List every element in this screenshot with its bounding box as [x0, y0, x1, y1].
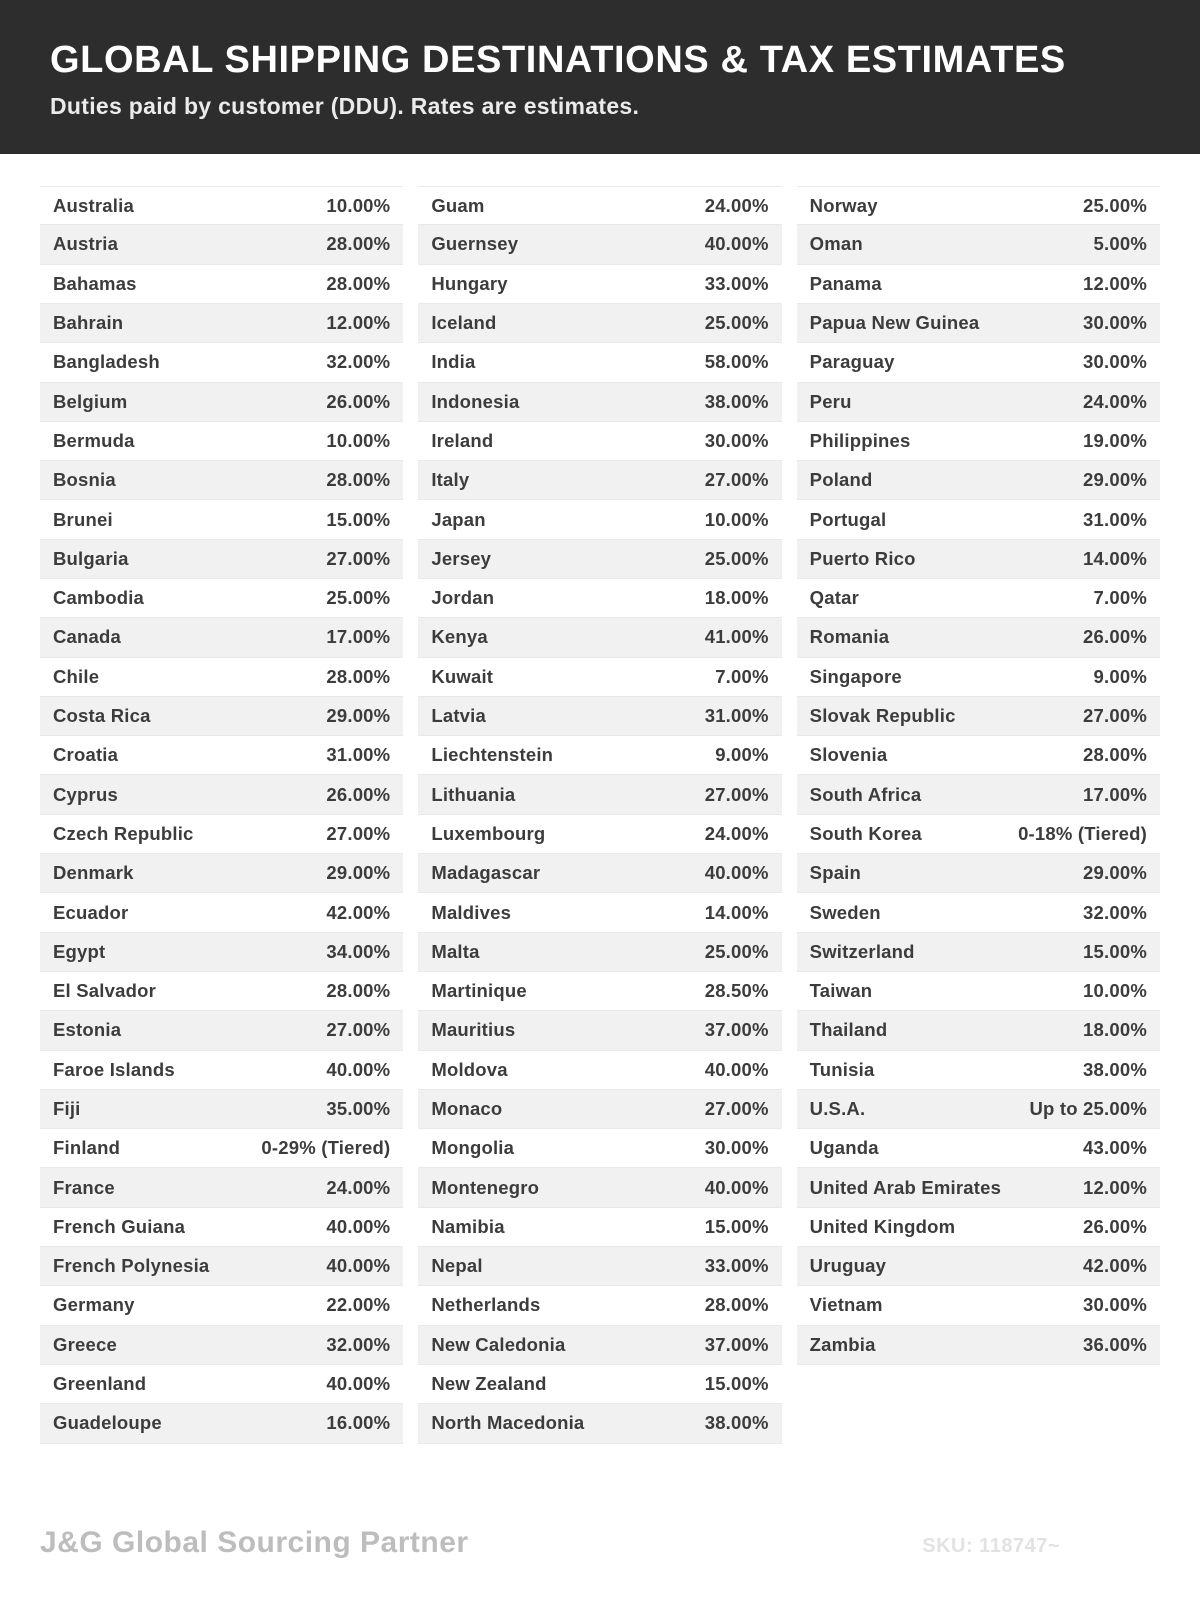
country-name: India	[431, 351, 476, 373]
tax-rate: 10.00%	[704, 508, 769, 530]
rates-table	[0, 154, 1200, 1444]
table-row	[797, 775, 1160, 814]
table-row	[797, 1208, 1160, 1247]
table-row	[797, 461, 1160, 500]
country-name: Bangladesh	[53, 351, 160, 373]
tax-rate: 25.00%	[704, 547, 769, 569]
footer	[40, 1526, 1160, 1560]
table-row	[797, 1011, 1160, 1050]
country-name: Cambodia	[53, 587, 145, 609]
table-row	[797, 1129, 1160, 1168]
table-row	[797, 618, 1160, 657]
tax-rate: 35.00%	[326, 1098, 391, 1119]
table-row	[418, 1247, 781, 1286]
tax-rate: 29.00%	[1083, 862, 1147, 884]
page-subtitle: Duties paid by customer (DDU). Rates are estimates.	[50, 93, 640, 120]
table-row	[40, 933, 403, 972]
table-row	[797, 1051, 1160, 1090]
country-name: Netherlands	[431, 1294, 541, 1316]
country-name: Guadeloupe	[53, 1412, 162, 1434]
country-name: Papua New Guinea	[809, 312, 980, 334]
table-row	[418, 461, 781, 500]
table-row	[418, 500, 781, 539]
table-row	[418, 1326, 781, 1365]
country-name: Taiwan	[809, 980, 873, 1002]
country-name: France	[53, 1176, 115, 1198]
country-name: Croatia	[53, 744, 119, 766]
table-row	[40, 658, 403, 697]
tax-rate: 9.00%	[715, 744, 769, 766]
table-row	[797, 579, 1160, 618]
tax-rate: 32.00%	[326, 351, 391, 373]
country-name: Madagascar	[431, 862, 541, 884]
country-name: Bosnia	[53, 469, 116, 491]
tax-rate: 24.00%	[326, 1176, 391, 1198]
table-row	[418, 1404, 781, 1443]
country-name: South Africa	[809, 783, 922, 805]
country-name: Slovenia	[809, 744, 888, 766]
tax-rate: 40.00%	[326, 1373, 391, 1395]
table-row	[797, 500, 1160, 539]
tax-rate: 18.00%	[704, 587, 769, 609]
country-name: Brunei	[53, 508, 113, 530]
table-row	[797, 893, 1160, 932]
tax-rate: 40.00%	[704, 862, 769, 884]
country-name: French Guiana	[53, 1215, 186, 1237]
rates-column-3	[797, 186, 1160, 1444]
country-name: Lithuania	[431, 783, 516, 805]
table-row	[797, 1168, 1160, 1207]
table-row	[797, 225, 1160, 264]
table-row	[797, 815, 1160, 854]
table-row	[418, 1129, 781, 1168]
country-name: El Salvador	[53, 980, 156, 1002]
country-name: Bahamas	[53, 272, 137, 294]
table-row	[418, 854, 781, 893]
tax-rate: 10.00%	[326, 429, 391, 451]
table-row	[40, 225, 403, 264]
country-name: Monaco	[431, 1098, 503, 1119]
tax-rate: 24.00%	[1083, 390, 1147, 412]
table-row	[40, 697, 403, 736]
country-name: United Arab Emirates	[809, 1176, 1002, 1198]
table-row	[797, 540, 1160, 579]
table-row	[418, 1365, 781, 1404]
country-name: South Korea	[809, 822, 922, 844]
table-row	[40, 186, 403, 225]
tax-rate: 40.00%	[326, 1058, 391, 1080]
tax-rate: 16.00%	[326, 1412, 391, 1434]
country-name: Luxembourg	[431, 822, 546, 844]
table-row	[797, 697, 1160, 736]
table-row	[418, 658, 781, 697]
country-name: Canada	[53, 626, 122, 648]
table-row	[40, 775, 403, 814]
table-row	[418, 383, 781, 422]
country-name: Japan	[431, 508, 486, 530]
country-name: Estonia	[53, 1019, 122, 1041]
table-row	[418, 775, 781, 814]
country-name: Spain	[809, 862, 862, 884]
tax-rate: 30.00%	[1083, 351, 1147, 373]
table-row	[797, 1247, 1160, 1286]
country-name: Kenya	[431, 626, 488, 648]
table-row	[418, 186, 781, 225]
tax-rate: 0-18% (Tiered)	[1018, 822, 1147, 844]
tax-rate: 31.00%	[1083, 508, 1147, 530]
country-name: Liechtenstein	[431, 744, 554, 766]
table-row	[797, 422, 1160, 461]
country-name: Australia	[53, 194, 134, 216]
tax-rate: 37.00%	[704, 1333, 769, 1355]
country-name: Indonesia	[431, 390, 520, 412]
tax-rate: 17.00%	[326, 626, 391, 648]
country-name: Guernsey	[431, 233, 519, 255]
table-row	[40, 422, 403, 461]
table-row	[40, 815, 403, 854]
country-name: Ecuador	[53, 901, 129, 923]
country-name: U.S.A.	[809, 1098, 866, 1119]
table-row	[40, 1168, 403, 1207]
table-row	[418, 736, 781, 775]
country-name: Vietnam	[809, 1294, 883, 1316]
country-name: Qatar	[809, 587, 859, 609]
country-name: Peru	[809, 390, 852, 412]
country-name: Germany	[53, 1294, 135, 1316]
tax-rate: 15.00%	[1083, 940, 1147, 962]
country-name: Egypt	[53, 940, 106, 962]
tax-rate: 28.00%	[326, 469, 391, 491]
table-row	[797, 265, 1160, 304]
tax-rate: 5.00%	[1093, 233, 1147, 255]
country-name: Bahrain	[53, 312, 124, 334]
tax-rate: 41.00%	[704, 626, 769, 648]
table-row	[418, 304, 781, 343]
country-name: Greenland	[53, 1373, 147, 1395]
tax-rate: 28.00%	[326, 980, 391, 1002]
tax-rate: 33.00%	[704, 272, 769, 294]
country-name: Uruguay	[809, 1255, 887, 1277]
tax-rate: 12.00%	[1083, 272, 1147, 294]
country-name: Finland	[53, 1137, 121, 1159]
rates-column-1	[40, 186, 403, 1444]
table-row	[418, 815, 781, 854]
country-name: Romania	[809, 626, 890, 648]
tax-rate: 10.00%	[1083, 980, 1147, 1002]
country-name: Mongolia	[431, 1137, 515, 1159]
tax-rate: 38.00%	[1083, 1058, 1147, 1080]
table-row	[418, 933, 781, 972]
table-row	[40, 1208, 403, 1247]
country-name: Philippines	[809, 429, 911, 451]
country-name: Guam	[431, 194, 485, 216]
tax-rate: 28.00%	[1083, 744, 1147, 766]
tax-rate: 14.00%	[704, 901, 769, 923]
table-row	[797, 343, 1160, 382]
country-name: Oman	[809, 233, 863, 255]
table-row	[40, 972, 403, 1011]
tax-rate: 26.00%	[326, 783, 391, 805]
table-row	[40, 618, 403, 657]
tax-rate: 30.00%	[704, 429, 769, 451]
table-row	[797, 854, 1160, 893]
tax-rate: 7.00%	[715, 665, 769, 687]
country-name: Moldova	[431, 1058, 508, 1080]
country-name: Nepal	[431, 1255, 483, 1277]
country-name: Singapore	[809, 665, 902, 687]
tax-rate: 14.00%	[1083, 547, 1147, 569]
country-name: Jordan	[431, 587, 495, 609]
country-name: Poland	[809, 469, 873, 491]
country-name: Switzerland	[809, 940, 915, 962]
tax-rate: 30.00%	[704, 1137, 769, 1159]
table-row	[40, 1326, 403, 1365]
country-name: Sweden	[809, 901, 881, 923]
country-name: French Polynesia	[53, 1255, 210, 1277]
header-banner	[0, 0, 1200, 154]
tax-rate: 27.00%	[1083, 705, 1147, 727]
table-row	[40, 1365, 403, 1404]
tax-rate: 32.00%	[1083, 901, 1147, 923]
tax-rate: 27.00%	[326, 547, 391, 569]
tax-rate: 9.00%	[1093, 665, 1147, 687]
table-row	[40, 854, 403, 893]
table-row	[418, 618, 781, 657]
country-name: New Zealand	[431, 1373, 547, 1395]
tax-rate: 27.00%	[704, 783, 769, 805]
table-row	[40, 265, 403, 304]
tax-rate: 40.00%	[326, 1215, 391, 1237]
tax-rate: 28.00%	[326, 272, 391, 294]
table-row	[40, 1247, 403, 1286]
tax-rate: 28.00%	[326, 233, 391, 255]
country-name: Greece	[53, 1333, 117, 1355]
table-row	[40, 383, 403, 422]
tax-rate: 10.00%	[326, 194, 391, 216]
table-row	[40, 893, 403, 932]
tax-rate: 27.00%	[326, 822, 391, 844]
table-row	[797, 1286, 1160, 1325]
country-name: Paraguay	[809, 351, 895, 373]
tax-rate: 12.00%	[326, 312, 391, 334]
table-row	[797, 383, 1160, 422]
table-row	[797, 304, 1160, 343]
tax-rate: 28.50%	[704, 980, 769, 1002]
country-name: Latvia	[431, 705, 486, 727]
table-row	[40, 343, 403, 382]
country-name: Montenegro	[431, 1176, 540, 1198]
tax-rate: 0-29% (Tiered)	[261, 1137, 391, 1159]
country-name: Faroe Islands	[53, 1058, 175, 1080]
table-row	[418, 225, 781, 264]
tax-rate: 34.00%	[326, 940, 391, 962]
country-name: Maldives	[431, 901, 512, 923]
country-name: Cyprus	[53, 783, 118, 805]
country-name: Ireland	[431, 429, 494, 451]
tax-rate: 27.00%	[704, 1098, 769, 1119]
country-name: Tunisia	[809, 1058, 875, 1080]
country-name: Slovak Republic	[809, 705, 956, 727]
table-row	[418, 1090, 781, 1129]
country-name: Hungary	[431, 272, 508, 294]
tax-rate: 28.00%	[326, 665, 391, 687]
tax-rate: 26.00%	[1083, 1215, 1147, 1237]
tax-rate: 28.00%	[704, 1294, 769, 1316]
tax-rate: 40.00%	[704, 1176, 769, 1198]
page-title: GLOBAL SHIPPING DESTINATIONS & TAX ESTIMATES	[50, 39, 1066, 81]
tax-rate: 33.00%	[704, 1255, 769, 1277]
tax-rate: 24.00%	[704, 194, 769, 216]
sku-label: SKU: 118747~	[922, 1535, 1060, 1557]
country-name: Uganda	[809, 1137, 879, 1159]
tax-rate: 25.00%	[704, 940, 769, 962]
country-name: Austria	[53, 233, 119, 255]
table-row	[40, 1090, 403, 1129]
tax-rate: 38.00%	[704, 390, 769, 412]
country-name: Jersey	[431, 547, 492, 569]
country-name: Portugal	[809, 508, 887, 530]
tax-rate: 37.00%	[704, 1019, 769, 1041]
table-row	[40, 1129, 403, 1168]
tax-rate: 26.00%	[326, 390, 391, 412]
tax-rate: 7.00%	[1093, 587, 1147, 609]
tax-rate: 27.00%	[326, 1019, 391, 1041]
table-row	[40, 1404, 403, 1443]
tax-rate: 29.00%	[1083, 469, 1147, 491]
table-row	[40, 1051, 403, 1090]
tax-rate: 42.00%	[1083, 1255, 1147, 1277]
table-row	[418, 1011, 781, 1050]
country-name: Czech Republic	[53, 822, 194, 844]
table-row	[797, 186, 1160, 225]
country-name: Namibia	[431, 1215, 505, 1237]
tax-rate: 15.00%	[326, 508, 391, 530]
tax-rate: 25.00%	[326, 587, 391, 609]
tax-rate: 25.00%	[1083, 194, 1147, 216]
table-row	[797, 1326, 1160, 1365]
table-row	[418, 697, 781, 736]
country-name: Fiji	[53, 1098, 81, 1119]
table-row	[418, 1286, 781, 1325]
country-name: North Macedonia	[431, 1412, 585, 1434]
country-name: Norway	[809, 194, 878, 216]
tax-rate: Up to 25.00%	[1029, 1098, 1147, 1119]
table-row	[40, 579, 403, 618]
country-name: Malta	[431, 940, 480, 962]
table-row	[40, 1286, 403, 1325]
country-name: Costa Rica	[53, 705, 151, 727]
table-row	[797, 658, 1160, 697]
table-row	[40, 304, 403, 343]
table-row	[40, 500, 403, 539]
tax-rate: 40.00%	[326, 1255, 391, 1277]
table-row	[40, 1011, 403, 1050]
table-row	[418, 972, 781, 1011]
country-name: Zambia	[809, 1333, 876, 1355]
tax-rate: 22.00%	[326, 1294, 391, 1316]
tax-rate: 43.00%	[1083, 1137, 1147, 1159]
tax-rate: 19.00%	[1083, 429, 1147, 451]
table-row	[418, 265, 781, 304]
tax-rate: 26.00%	[1083, 626, 1147, 648]
table-row	[40, 736, 403, 775]
country-name: Denmark	[53, 862, 134, 884]
country-name: Martinique	[431, 980, 527, 1002]
table-row	[40, 540, 403, 579]
table-row	[418, 893, 781, 932]
table-row	[418, 1051, 781, 1090]
tax-rate: 38.00%	[704, 1412, 769, 1434]
tax-rate: 31.00%	[326, 744, 391, 766]
country-name: Bulgaria	[53, 547, 129, 569]
table-row	[797, 933, 1160, 972]
country-name: Chile	[53, 665, 100, 687]
table-row	[797, 736, 1160, 775]
country-name: Thailand	[809, 1019, 888, 1041]
tax-rate: 31.00%	[704, 705, 769, 727]
tax-rate: 25.00%	[704, 312, 769, 334]
tax-rate: 24.00%	[704, 822, 769, 844]
country-name: Panama	[809, 272, 882, 294]
table-row	[797, 972, 1160, 1011]
tax-rate: 30.00%	[1083, 312, 1147, 334]
table-row	[418, 1168, 781, 1207]
tax-rate: 36.00%	[1083, 1333, 1147, 1355]
table-row	[40, 461, 403, 500]
tax-rate: 40.00%	[704, 233, 769, 255]
tax-rate: 17.00%	[1083, 783, 1147, 805]
tax-rate: 27.00%	[704, 469, 769, 491]
table-row	[418, 1208, 781, 1247]
table-row	[418, 422, 781, 461]
tax-rate: 18.00%	[1083, 1019, 1147, 1041]
table-row	[418, 540, 781, 579]
tax-rate: 42.00%	[326, 901, 391, 923]
country-name: Puerto Rico	[809, 547, 916, 569]
tax-rate: 58.00%	[704, 351, 769, 373]
table-row	[418, 343, 781, 382]
country-name: Italy	[431, 469, 470, 491]
country-name: Kuwait	[431, 665, 494, 687]
tax-rate: 29.00%	[326, 862, 391, 884]
brand-name: J&G Global Sourcing Partner	[40, 1526, 469, 1559]
table-row	[797, 1090, 1160, 1129]
country-name: New Caledonia	[431, 1333, 566, 1355]
tax-rate: 40.00%	[704, 1058, 769, 1080]
country-name: United Kingdom	[809, 1215, 956, 1237]
country-name: Bermuda	[53, 429, 135, 451]
rates-column-2	[418, 186, 781, 1444]
tax-rate: 32.00%	[326, 1333, 391, 1355]
country-name: Iceland	[431, 312, 497, 334]
tax-rate: 30.00%	[1083, 1294, 1147, 1316]
country-name: Belgium	[53, 390, 128, 412]
tax-rate: 15.00%	[704, 1215, 769, 1237]
country-name: Mauritius	[431, 1019, 516, 1041]
tax-rate: 29.00%	[326, 705, 391, 727]
tax-rate: 15.00%	[704, 1373, 769, 1395]
table-row	[418, 579, 781, 618]
tax-rate: 12.00%	[1083, 1176, 1147, 1198]
